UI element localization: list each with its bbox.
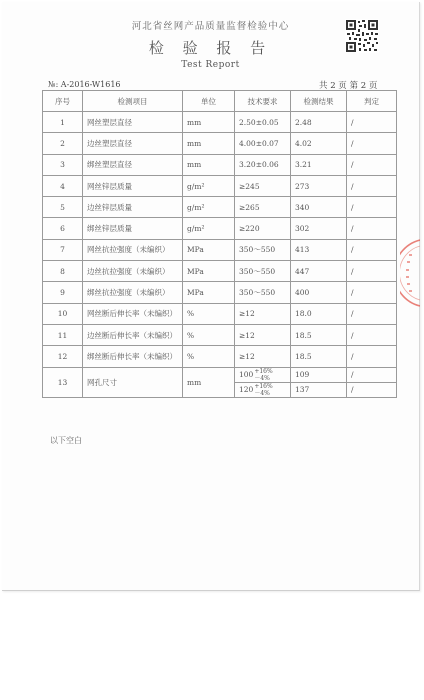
row-result: 18.0	[291, 303, 347, 324]
table-row	[43, 324, 397, 345]
mesh-req-1	[235, 368, 290, 382]
mesh-req-1-plus: +16%	[254, 367, 273, 375]
mesh-req-1-minus: －4%	[254, 374, 270, 382]
row-item: 网丝锌层质量	[83, 175, 183, 196]
row-requirement: ≥245	[235, 175, 291, 196]
row-requirement: 4.00±0.07	[235, 133, 291, 154]
page-indicator: 共 2 页 第 2 页	[319, 81, 378, 91]
row-item: 网丝断后伸长率（未编织）	[83, 303, 183, 324]
row-result-dual	[291, 367, 347, 397]
row-requirement: ≥220	[235, 218, 291, 239]
row-result: 18.5	[291, 324, 347, 345]
row-item: 边丝断后伸长率（未编织）	[83, 324, 183, 345]
row-no: 6	[43, 218, 83, 239]
row-item: 绑丝塑层直径	[83, 154, 183, 175]
row-verdict: /	[347, 218, 397, 239]
agency-name: 河北省丝网产品质量监督检验中心	[131, 21, 290, 32]
row-unit: g/m²	[183, 218, 235, 239]
table-row	[43, 197, 397, 218]
row-item: 边丝锌层质量	[83, 197, 183, 218]
table-row	[43, 154, 397, 175]
header-unit: 单位	[183, 91, 235, 112]
row-unit: mm	[183, 133, 235, 154]
row-result: 4.02	[291, 133, 347, 154]
row-requirement: ≥12	[235, 324, 291, 345]
row-item: 网孔尺寸	[83, 367, 183, 397]
mesh-req-1-base: 100	[239, 370, 254, 380]
row-verdict: /	[347, 324, 397, 345]
row-verdict: /	[347, 112, 397, 133]
row-verdict: /	[347, 346, 397, 367]
row-verdict-dual	[347, 367, 397, 397]
table-row	[43, 303, 397, 324]
row-verdict: /	[347, 175, 397, 196]
header-verdict: 判定	[347, 91, 397, 112]
row-no: 10	[43, 303, 83, 324]
official-seal-icon	[400, 238, 420, 308]
row-result: 413	[291, 239, 347, 260]
row-unit: %	[183, 303, 235, 324]
row-unit: MPa	[183, 282, 235, 303]
mesh-verdict-1: /	[351, 370, 354, 380]
row-no: 9	[43, 282, 83, 303]
row-verdict: /	[347, 303, 397, 324]
results-table	[42, 90, 397, 398]
row-result: 18.5	[291, 346, 347, 367]
row-unit: %	[183, 324, 235, 345]
row-no: 8	[43, 261, 83, 282]
row-item: 网丝塑层直径	[83, 112, 183, 133]
row-no: 2	[43, 133, 83, 154]
row-requirement: ≥265	[235, 197, 291, 218]
table-row	[43, 133, 397, 154]
table-row	[43, 218, 397, 239]
report-page	[2, 2, 420, 591]
mesh-verdict-2: /	[347, 382, 396, 397]
row-requirement: 350～550	[235, 282, 291, 303]
row-unit: g/m²	[183, 197, 235, 218]
mesh-req-2-base: 120	[239, 385, 254, 395]
row-no: 11	[43, 324, 83, 345]
row-requirement: ≥12	[235, 346, 291, 367]
table-row-mesh-size	[43, 367, 397, 397]
table-header-row	[43, 91, 397, 112]
row-unit: MPa	[183, 239, 235, 260]
row-result: 273	[291, 175, 347, 196]
row-unit: mm	[183, 154, 235, 175]
table-row	[43, 346, 397, 367]
row-no: 3	[43, 154, 83, 175]
mesh-result-1: 109	[295, 370, 310, 380]
header-item: 检测项目	[83, 91, 183, 112]
table-row	[43, 112, 397, 133]
row-unit: mm	[183, 367, 235, 397]
header-no: 序号	[43, 91, 83, 112]
row-verdict: /	[347, 133, 397, 154]
row-result: 302	[291, 218, 347, 239]
row-unit: mm	[183, 112, 235, 133]
row-result: 400	[291, 282, 347, 303]
blank-below-note: 以下空白	[50, 436, 82, 445]
row-requirement-dual	[235, 367, 291, 397]
mesh-req-2	[235, 382, 290, 397]
row-item: 边丝塑层直径	[83, 133, 183, 154]
mesh-req-2-minus: －4%	[254, 389, 270, 397]
row-requirement: 2.50±0.05	[235, 112, 291, 133]
row-no: 13	[43, 367, 83, 397]
report-title-en: Test Report	[181, 60, 240, 70]
row-requirement: 3.20±0.06	[235, 154, 291, 175]
row-no: 7	[43, 239, 83, 260]
row-verdict: /	[347, 154, 397, 175]
row-item: 绑丝锌层质量	[83, 218, 183, 239]
row-item: 绑丝断后伸长率（未编织）	[83, 346, 183, 367]
table-row	[43, 261, 397, 282]
row-verdict: /	[347, 197, 397, 218]
row-unit: MPa	[183, 261, 235, 282]
mesh-req-2-plus: +16%	[254, 382, 273, 390]
row-unit: g/m²	[183, 175, 235, 196]
row-verdict: /	[347, 261, 397, 282]
row-no: 5	[43, 197, 83, 218]
row-requirement: 350～550	[235, 261, 291, 282]
table-row	[43, 239, 397, 260]
header-requirement: 技术要求	[235, 91, 291, 112]
row-item: 绑丝抗拉强度（未编织）	[83, 282, 183, 303]
table-row	[43, 282, 397, 303]
mesh-result-2: 137	[291, 382, 346, 397]
report-number: №: A-2016-W1616	[48, 80, 121, 89]
row-result: 340	[291, 197, 347, 218]
row-no: 4	[43, 175, 83, 196]
row-unit: %	[183, 346, 235, 367]
qr-code-icon	[345, 19, 379, 53]
row-result: 2.48	[291, 112, 347, 133]
report-title-cn: 检 验 报 告	[148, 39, 273, 57]
row-verdict: /	[347, 239, 397, 260]
row-result: 447	[291, 261, 347, 282]
row-requirement: ≥12	[235, 303, 291, 324]
row-verdict: /	[347, 282, 397, 303]
row-no: 1	[43, 112, 83, 133]
row-result: 3.21	[291, 154, 347, 175]
row-requirement: 350～550	[235, 239, 291, 260]
row-no: 12	[43, 346, 83, 367]
table-row	[43, 175, 397, 196]
header-result: 检测结果	[291, 91, 347, 112]
row-item: 边丝抗拉强度（未编织）	[83, 261, 183, 282]
row-item: 网丝抗拉强度（未编织）	[83, 239, 183, 260]
